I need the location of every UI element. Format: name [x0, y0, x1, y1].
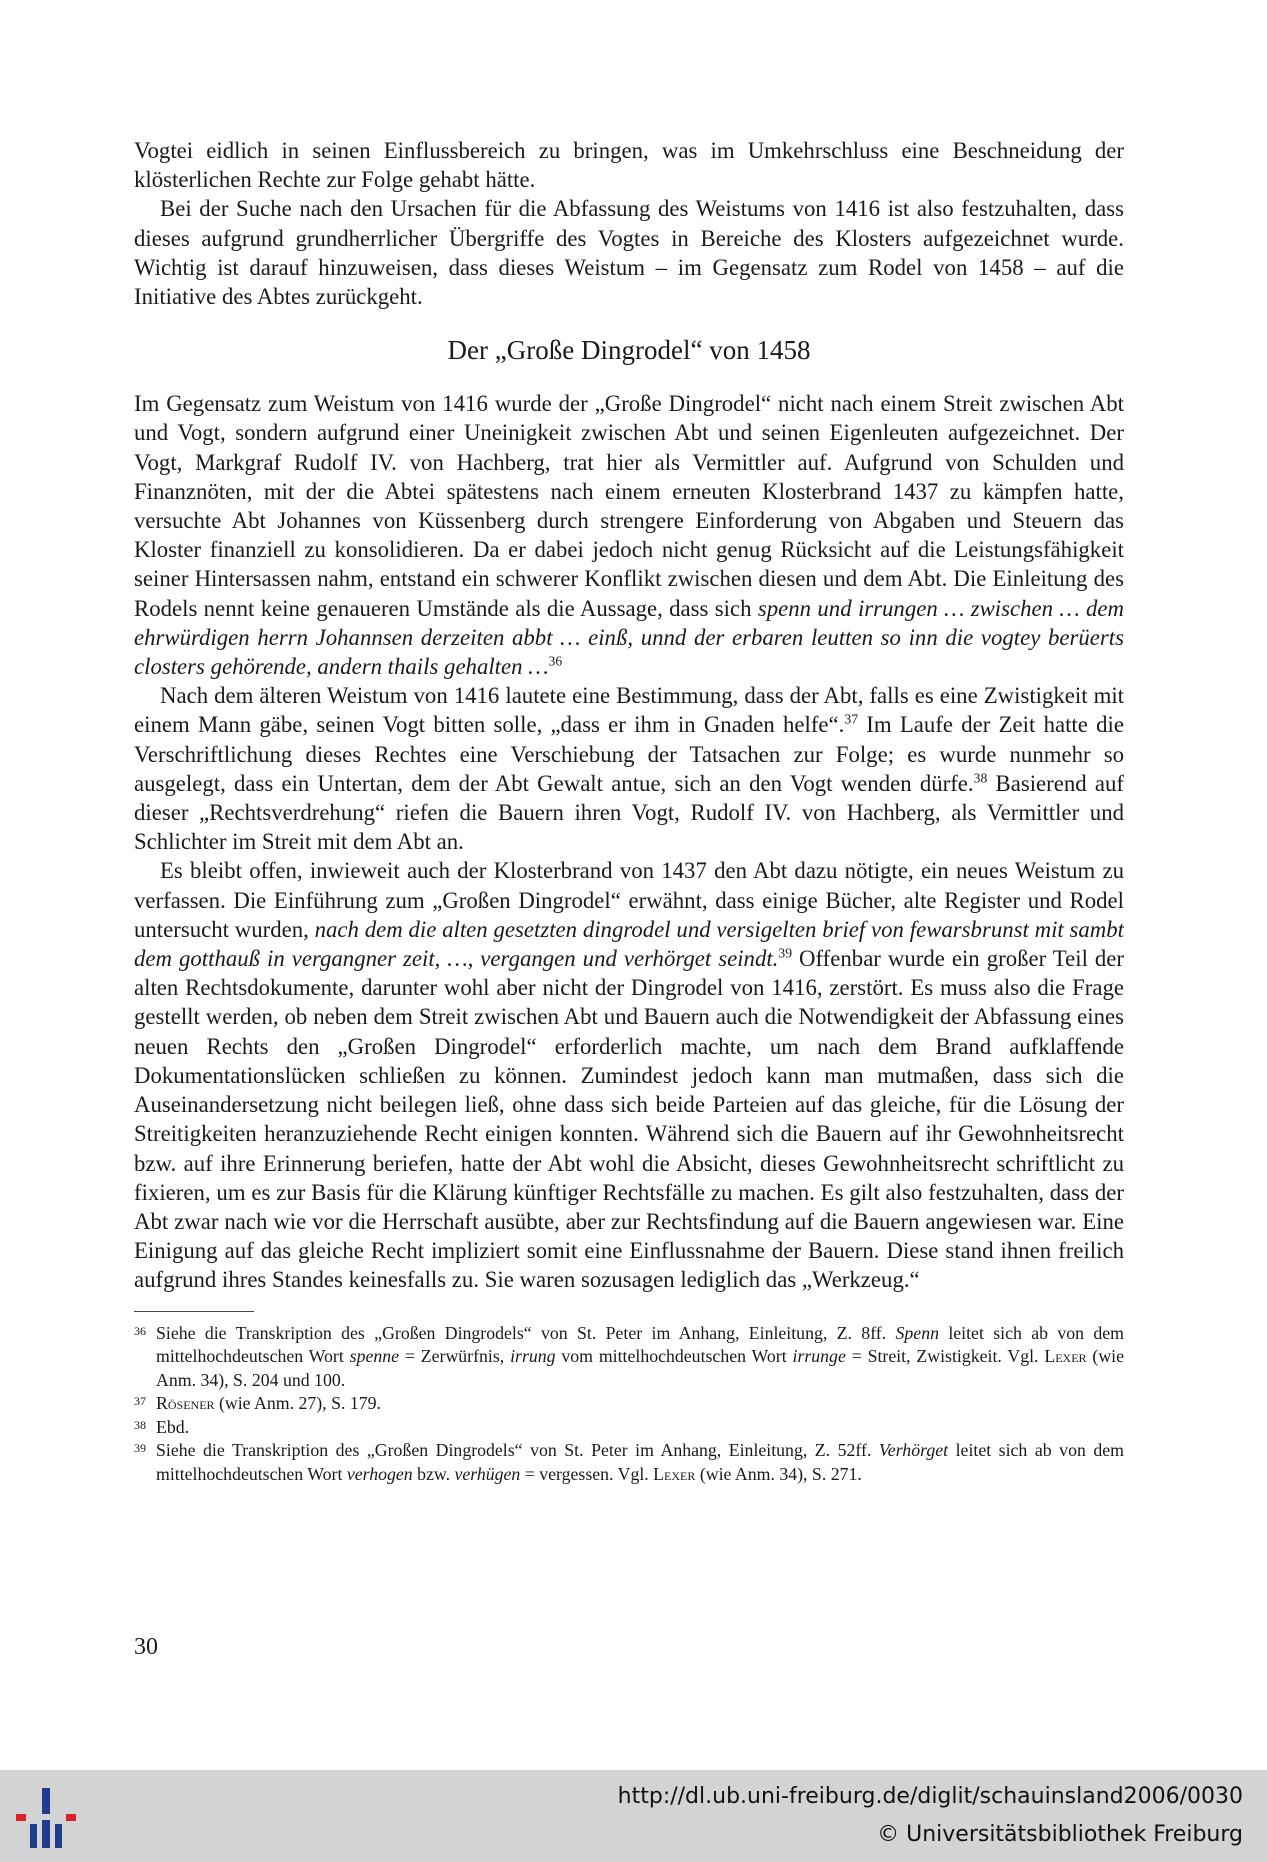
- footnote-ref-36[interactable]: 36: [548, 653, 563, 669]
- footnote-38-number: 38: [134, 1417, 146, 1432]
- footnote-36: [134, 1322, 1124, 1393]
- footnote-ref-37[interactable]: 37: [844, 711, 859, 727]
- paragraph-3: [134, 389, 1124, 681]
- paragraph-5: [134, 856, 1124, 1294]
- paragraph-3-text: Im Gegensatz zum Weistum von 1416 wurde der „Große Dingrodel“ nicht nach einem Streit zwischen Abt und Vogt, sondern aufgrund einer Uneinigkeit zwischen Abt und seinen Eigenleuten aufgezeichnet. Der Vogt, Markgraf Rudolf IV. von Hachberg, trat hier als Vermittler auf. Aufgrund von Schulden und Finanznöten, mit der die Abtei spätestens nach einem erneuten Klosterbrand 1437 zu kämpfen hatte, versuchte Abt Johannes von Küssenberg durch strengere Einforderung von Abgaben und Steuern das Kloster finanziell zu konsolidieren. Da er dabei jedoch nicht genug Rücksicht auf die Leistungsfähigkeit seiner Hintersassen nahm, entstand ein schwerer Konflikt zwischen diesen und dem Abt. Die Einleitung des Rodels nennt keine genaueren Umstände als die Aussage, dass sich: [134, 391, 1124, 621]
- footnote-39-term: Verhörget: [878, 1440, 949, 1461]
- paragraph-4-text-a: Nach dem älteren Weistum von 1416 lautete eine Bestimmung, dass der Abt, falls es eine Zwistigkeit mit einem Mann gäbe, seinen Vogt bitten solle, „dass er ihm in Gnaden helfe“.: [134, 683, 1124, 738]
- page-number: 30: [134, 1634, 158, 1660]
- paragraph-5-text-a: Es bleibt offen, inwieweit auch der Klosterbrand von 1437 den Abt dazu nötigte, ein neues Weistum zu verfassen. Die Einführung zum „Großen Dingrodel“ erwähnt, dass einige Bücher, alte Register und Rodel untersucht wurden,: [134, 858, 1124, 942]
- page-content: [134, 136, 1124, 1487]
- footnote-36-text: Siehe die Transkription des „Großen Dingrodels“ von St. Peter im Anhang, Einleitung, Z. 8ff.: [156, 1322, 896, 1343]
- footnote-36-text: vom mittelhochdeutschen Wort: [555, 1346, 793, 1367]
- paragraph-3-quote: spenn und irrungen … zwischen … dem ehrwürdigen herrn Johannsen derzeiten abbt … einß, unnd der erbaren leutten so inn die vogtey berüerts closters gehörende, andern thails gehalten …: [134, 595, 1125, 680]
- footnote-ref-38[interactable]: 38: [973, 770, 988, 786]
- copyright-text: © Universitätsbibliothek Freiburg: [877, 1822, 1243, 1847]
- footnote-38-text: Ebd.: [156, 1416, 190, 1437]
- paragraph-4: [134, 681, 1124, 856]
- footnote-36-text: = Zerwürfnis,: [399, 1346, 511, 1367]
- footnote-36-term: irrung: [510, 1346, 556, 1367]
- footnote-36-number: 36: [134, 1323, 146, 1338]
- footnote-36-term: irrunge: [792, 1346, 846, 1367]
- footnote-37-author: Rösener: [156, 1393, 215, 1414]
- footnote-39-term: verhogen: [346, 1464, 413, 1485]
- footnote-39-text: Siehe die Transkription des „Großen Dingrodels“ von St. Peter im Anhang, Einleitung, Z. 52ff.: [156, 1440, 879, 1461]
- footnote-39-text: leitet sich ab von dem mittelhochdeutschen Wort: [156, 1440, 1124, 1485]
- footnote-39: [134, 1439, 1124, 1486]
- paragraph-2: Bei der Suche nach den Ursachen für die Abfassung des Weistums von 1416 ist also festzuhalten, dass dieses aufgrund grundherrlicher Übergriffe des Vogtes in Bereiche des Klosters aufgezeichnet wurde. Wichtig ist darauf hinzuweisen, dass dieses Weistum – im Gegensatz zum Rodel von 1458 – auf die Initiative des Abtes zurückgeht.: [134, 196, 1124, 310]
- footnote-37-text: (wie Anm. 27), S. 179.: [214, 1393, 381, 1414]
- footnote-39-number: 39: [134, 1441, 146, 1456]
- paragraph-4-text-c: Basierend auf dieser „Rechtsverdrehung“ riefen die Bauern ihren Vogt, Rudolf IV. von Hachberg, als Vermittler und Schlichter im Streit mit dem Abt an.: [134, 770, 1124, 855]
- footnote-36-term: Spenn: [895, 1322, 939, 1343]
- section-heading: Der „Große Dingrodel“ von 1458: [447, 335, 811, 366]
- ub-freiburg-logo-icon[interactable]: [12, 1784, 82, 1850]
- footnote-39-term: verhügen: [454, 1464, 521, 1485]
- footnote-39-text: = vergessen. Vgl.: [520, 1464, 654, 1485]
- footnote-37: [134, 1392, 1124, 1416]
- footnote-36-text: = Streit, Zwistigkeit. Vgl.: [845, 1346, 1045, 1367]
- footnote-36-author: Lexer: [1044, 1346, 1087, 1367]
- footnote-36-text: (wie Anm. 34), S. 204 und 100.: [156, 1346, 1124, 1390]
- footnote-38: [134, 1416, 1124, 1440]
- footnote-36-term: spenne: [349, 1346, 400, 1367]
- paragraph-4-text-b: Im Laufe der Zeit hatte die Verschriftlichung dieses Rechtes eine Verschiebung der Tatsachen zur Folge; es wurde nunmehr so ausgelegt, dass ein Untertan, dem der Abt Gewalt antue, sich an den Vogt wenden dürfe.: [134, 712, 1124, 796]
- footnote-divider: [134, 1311, 254, 1312]
- footnote-39-author: Lexer: [653, 1464, 696, 1485]
- footnote-37-number: 37: [134, 1394, 146, 1409]
- footnote-39-text: bzw.: [412, 1464, 455, 1485]
- footnote-36-text: leitet sich ab von dem mittelhochdeutschen Wort: [156, 1322, 1124, 1367]
- paragraph-1: Vogtei eidlich in seinen Einflussbereich zu bringen, was im Umkehrschluss eine Beschneidung der klösterlichen Rechte zur Folge gehabt hätte.: [134, 138, 1124, 193]
- paragraph-5-text-b: Offenbar wurde ein großer Teil der alten Rechtsdokumente, darunter wohl aber nicht der Dingrodel von 1416, zerstört. Es muss also die Frage gestellt werden, ob neben dem Streit zwischen Abt und Bauern auch die Notwendigkeit der Abfassung eines neuen Rechts den „Großen Dingrodel“ erforderlich machte, um nach dem Brand aufklaffende Dokumentationslücken schließen zu können. Zumindest jedoch kann man mutmaßen, dass sich die Auseinandersetzung nicht beilegen ließ, ohne dass sich beide Parteien auf das gleiche, für die Lösung der Streitigkeiten heranzuziehende Recht einigen konnten. Während sich die Bauern auf ihr Gewohnheitsrecht bzw. auf ihre Erinnerung beriefen, hatte der Abt wohl die Absicht, dieses Gewohnheitsrecht schriftlicht zu fixieren, um es zur Basis für die Klärung künftiger Rechtsfälle zu machen. Es gilt also festzuhalten, dass der Abt zwar nach wie vor die Herrschaft ausübte, aber zur Rechtsfindung auf die Bauern angewiesen war. Eine Einigung auf das gleiche Recht impliziert somit eine Einflussnahme der Bauern. Diese stand ihnen freilich aufgrund ihres Standes keinesfalls zu. Sie waren sozusagen lediglich das „Werkzeug.“: [134, 946, 1125, 1293]
- footer-bar: [0, 1770, 1267, 1862]
- footnote-39-text: (wie Anm. 34), S. 271.: [695, 1464, 862, 1485]
- footnote-ref-39[interactable]: 39: [778, 945, 793, 961]
- source-url-link[interactable]: http://dl.ub.uni-freiburg.de/diglit/schauinsland2006/0030: [617, 1784, 1243, 1809]
- paragraph-5-quote: nach dem die alten gesetzten dingrodel und versigelten brief von fewarsbrunst mit sambt dem gotthauß in vergangner zeit, …, vergangen und verhörget seindt.: [134, 916, 1124, 972]
